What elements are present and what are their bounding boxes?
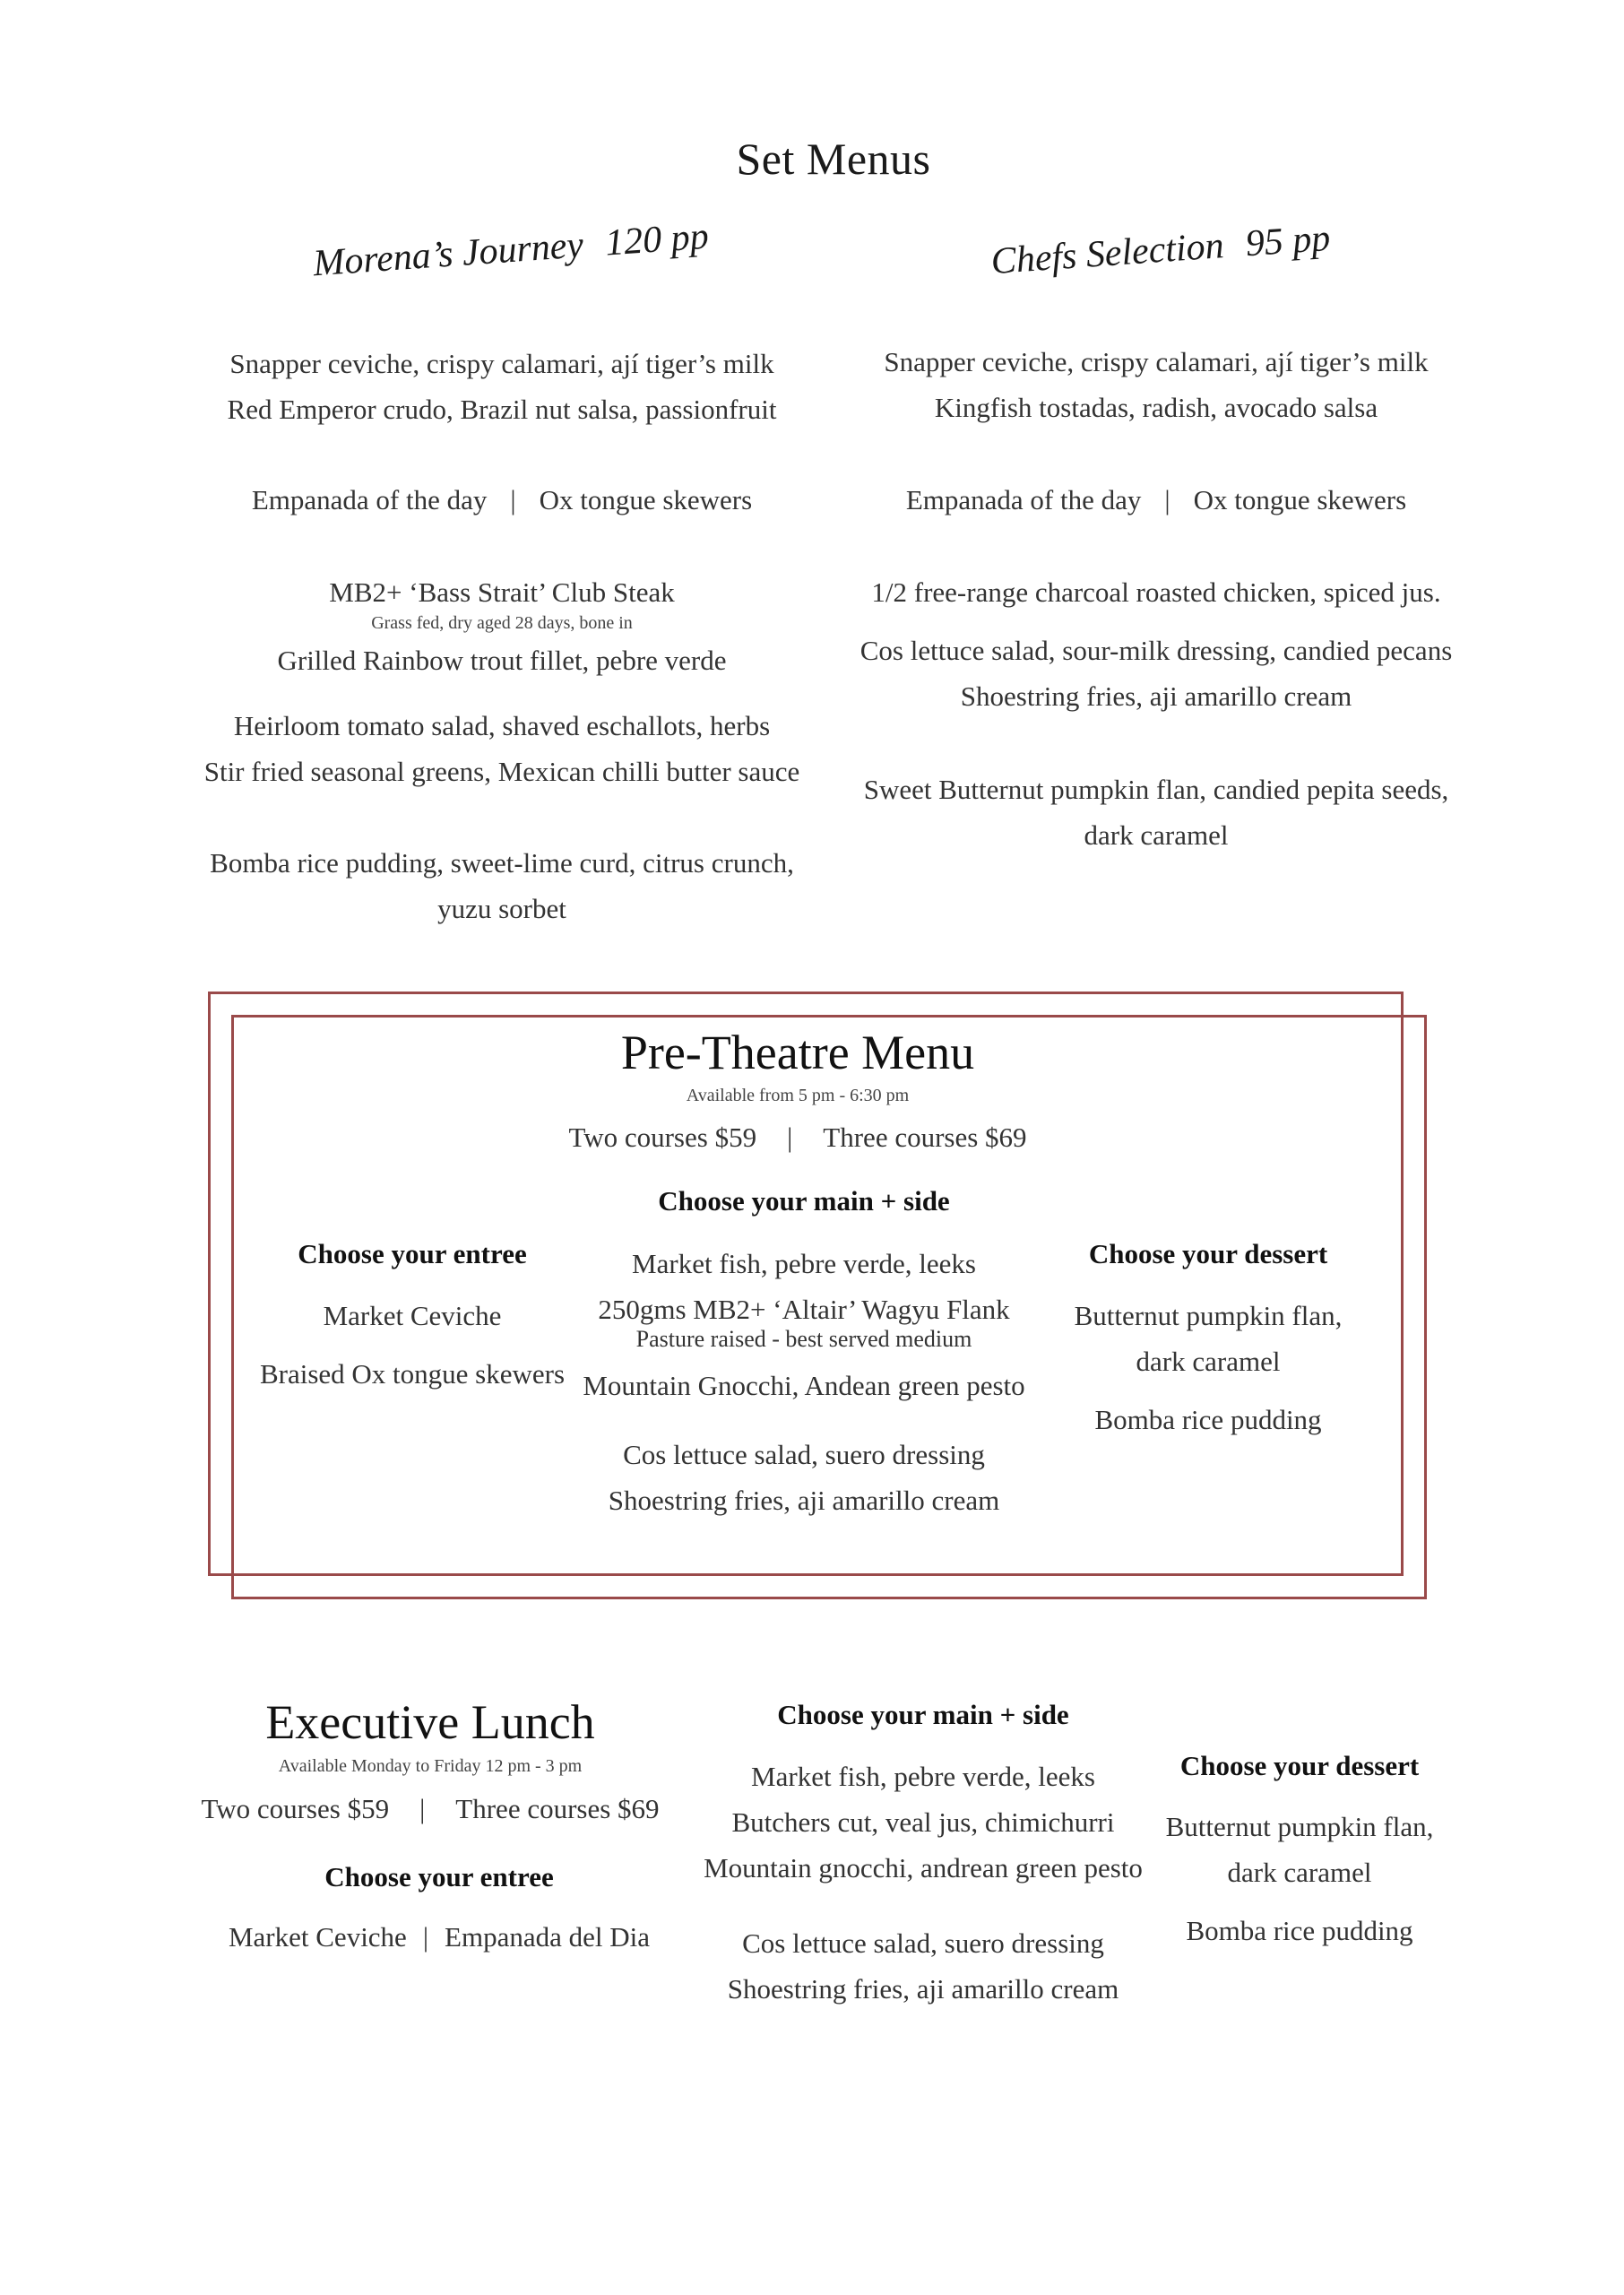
el-entree-b: Empanada del Dia (445, 1921, 651, 1953)
el-main-heading: Choose your main + side (777, 1699, 1069, 1730)
el-main-4: Cos lettuce salad, suero dressing (742, 1927, 1104, 1959)
morenas-journey-price: 120 pp (603, 215, 711, 264)
pt-dessert-heading: Choose your dessert (1088, 1238, 1328, 1269)
mj-line-1: Snapper ceviche, crispy calamari, ají tiger’s milk (229, 348, 774, 379)
cs-line-5: Cos lettuce salad, sour-milk dressing, candied pecans (860, 635, 1453, 666)
mj-line-7: Stir fried seasonal greens, Mexican chilli butter sauce (203, 756, 800, 787)
mj-line-9: yuzu sorbet (437, 893, 566, 924)
pt-main-2-note: Pasture raised - best served medium (635, 1326, 972, 1352)
separator: | (787, 1122, 793, 1153)
pre-theatre-title: Pre-Theatre Menu (620, 1026, 975, 1079)
executive-lunch-pricing (161, 1786, 699, 1832)
el-main-3: Mountain gnocchi, andrean green pesto (704, 1852, 1143, 1884)
pt-main-heading: Choose your main + side (658, 1185, 950, 1217)
executive-lunch-title: Executive Lunch (265, 1695, 595, 1749)
cs-line-4: 1/2 free-range charcoal roasted chicken, spiced jus. (871, 576, 1441, 608)
cs-line-6: Shoestring fries, aji amarillo cream (960, 680, 1352, 712)
pt-entree-heading: Choose your entree (298, 1238, 527, 1269)
el-entree-a: Market Ceviche (228, 1921, 407, 1953)
pt-main-4: Cos lettuce salad, suero dressing (623, 1439, 985, 1470)
mj-ox-tongue: Ox tongue skewers (539, 484, 753, 515)
page-title: Set Menus (736, 134, 931, 184)
pt-main-1: Market fish, pebre verde, leeks (632, 1248, 976, 1279)
cs-line-8: dark caramel (1084, 819, 1229, 851)
el-main-5: Shoestring fries, aji amarillo cream (727, 1973, 1119, 2005)
cs-line-2: Kingfish tostadas, radish, avocado salsa (934, 392, 1378, 423)
pre-theatre-pricing (439, 1114, 1156, 1160)
cs-ox-tongue: Ox tongue skewers (1193, 484, 1407, 515)
morenas-journey-title (295, 213, 727, 286)
chefs-selection-title (972, 215, 1350, 284)
pt-two-courses: Two courses $59 (568, 1122, 757, 1153)
cs-line-7: Sweet Butternut pumpkin flan, candied pepita seeds, (863, 774, 1449, 805)
el-dessert-heading: Choose your dessert (1179, 1750, 1420, 1781)
executive-lunch-availability: Available Monday to Friday 12 pm - 3 pm (278, 1756, 583, 1776)
separator: | (422, 1921, 429, 1953)
morenas-journey-name: Morena’s Journey (311, 224, 585, 285)
pt-dessert-1: Butternut pumpkin flan, (1074, 1300, 1343, 1331)
el-main-2: Butchers cut, veal jus, chimichurri (731, 1806, 1115, 1838)
el-entree-row (170, 1914, 708, 1960)
pt-dessert-2: dark caramel (1136, 1346, 1281, 1377)
separator: | (1164, 484, 1170, 515)
el-dessert-1: Butternut pumpkin flan, (1165, 1811, 1434, 1842)
cs-empanada: Empanada of the day (905, 484, 1142, 515)
chefs-selection-price: 95 pp (1244, 217, 1332, 265)
chefs-selection-name: Chefs Selection (989, 225, 1225, 283)
cs-line-3 (798, 477, 1515, 523)
pt-main-5: Shoestring fries, aji amarillo cream (608, 1485, 1000, 1516)
mj-line-3 (143, 477, 860, 523)
separator: | (419, 1793, 426, 1824)
cs-line-1: Snapper ceviche, crispy calamari, ají tiger’s milk (884, 346, 1429, 377)
pt-entree-1: Market Ceviche (323, 1300, 502, 1331)
el-three-courses: Three courses $69 (455, 1793, 660, 1824)
separator: | (510, 484, 516, 515)
mj-empanada: Empanada of the day (251, 484, 488, 515)
pt-main-2: 250gms MB2+ ‘Altair’ Wagyu Flank (598, 1294, 1010, 1325)
el-entree-heading: Choose your entree (324, 1861, 554, 1892)
el-dessert-2: dark caramel (1227, 1857, 1372, 1888)
mj-line-4: MB2+ ‘Bass Strait’ Club Steak (329, 576, 675, 608)
el-two-courses: Two courses $59 (201, 1793, 390, 1824)
mj-line-2: Red Emperor crudo, Brazil nut salsa, passionfruit (227, 394, 777, 425)
pre-theatre-availability: Available from 5 pm - 6:30 pm (686, 1086, 910, 1105)
mj-line-5: Grilled Rainbow trout fillet, pebre verde (277, 645, 727, 676)
el-main-1: Market fish, pebre verde, leeks (751, 1761, 1095, 1792)
el-dessert-3: Bomba rice pudding (1186, 1915, 1413, 1946)
pt-entree-2: Braised Ox tongue skewers (259, 1358, 566, 1390)
pt-dessert-3: Bomba rice pudding (1094, 1404, 1322, 1435)
mj-line-6: Heirloom tomato salad, shaved eschallots, herbs (233, 710, 771, 741)
pt-main-3: Mountain Gnocchi, Andean green pesto (583, 1370, 1025, 1401)
pt-three-courses: Three courses $69 (823, 1122, 1027, 1153)
mj-line-8: Bomba rice pudding, sweet-lime curd, citrus crunch, (210, 847, 794, 879)
mj-line-4-note: Grass fed, dry aged 28 days, bone in (371, 613, 633, 633)
